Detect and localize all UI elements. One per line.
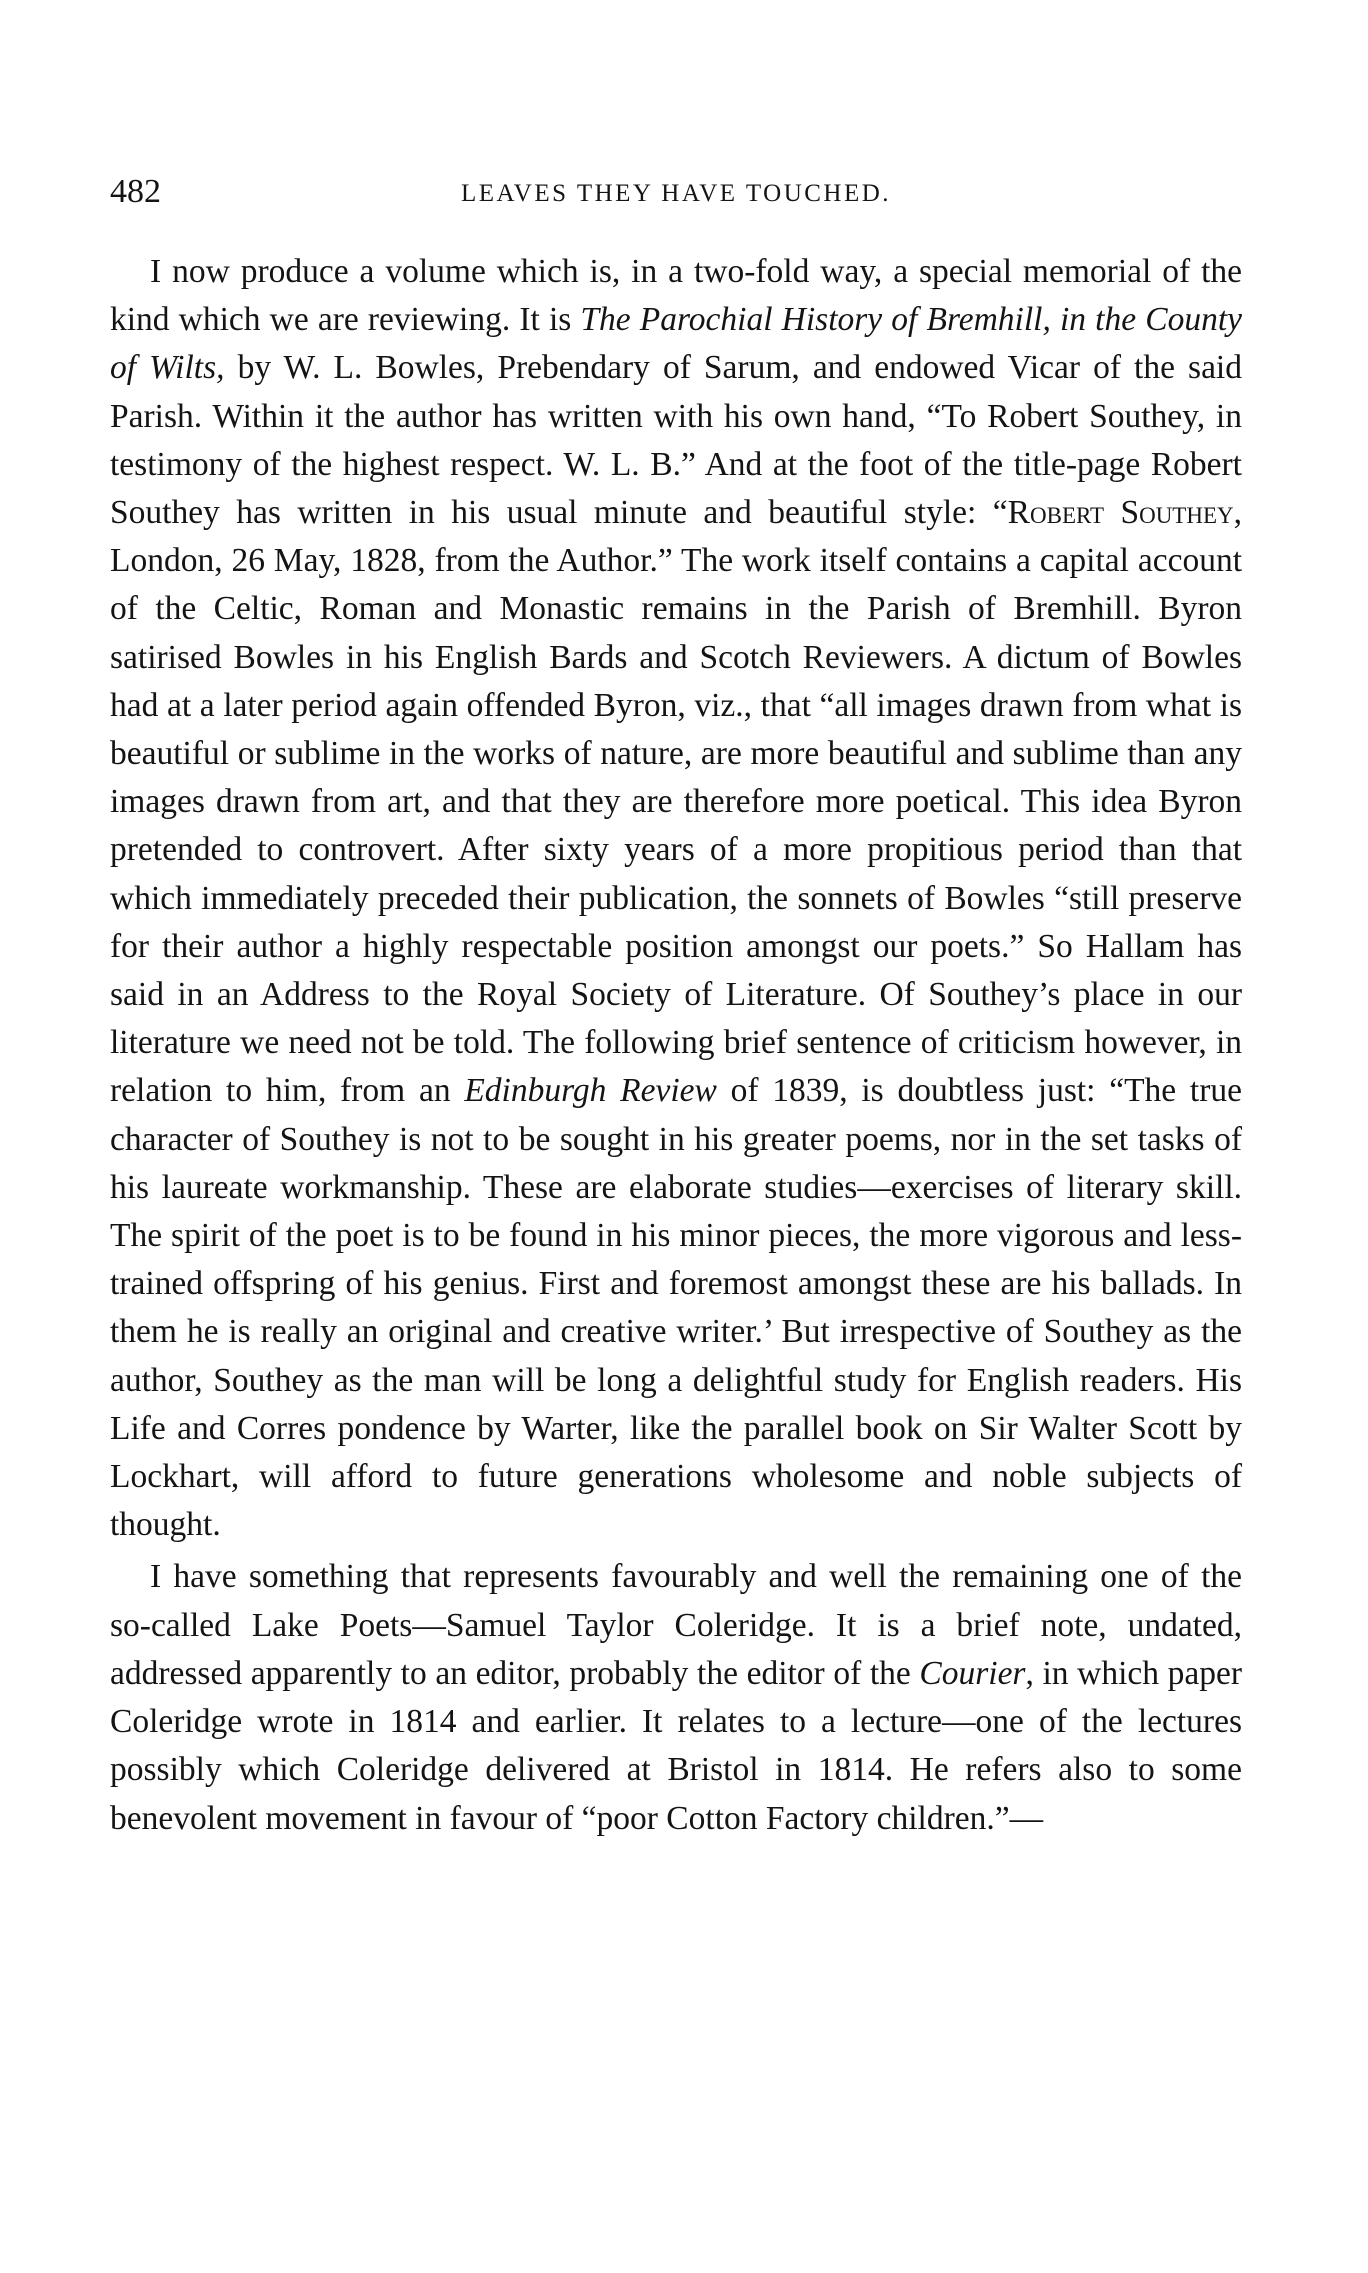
text-run: , in which paper Coleridge wrote in 1814 and earlier. It relates to a lecture—one of the lectures possibly which Coleridge delivered at Bristol in 1814. He refers also to some benevolent movement in favour of “poor Cotton Factory children.”— (110, 1654, 1243, 1837)
text-run: , London, 26 May, 1828, from the Author.” The work itself contains a capital account of the Celtic, Roman and Monastic remains in the Parish of Bremhill. Byron satirised Bowles in his English Bards and Scotch Reviewers. A dictum of Bowles had at a later period again offended Byron, viz., that “all images drawn from what is beautiful or sublime in the works of nature, are more beautiful and sublime than any images drawn from art, and that they are therefore more poetical. This idea Byron pretended to controvert. After sixty years of a more propitious period than that which immediately preceded their publication, the sonnets of Bowles “still preserve for their author a highly respectable position amongst our poets.” So Hallam has said in an Address to the Royal Society of Literature. Of Southey’s place in our literature we need not be told. The following brief sentence of criticism however, in relation to him, from an (110, 494, 1243, 1110)
running-head (110, 172, 1242, 212)
italic-text: Edinburgh Review (464, 1072, 717, 1110)
text-run: I have something that represents favourably and well the remaining one of the so-called Lake Poets—Samuel Taylor Coleridge. It is a brief note, undated, addressed apparently to an editor, probably the editor of the (110, 1558, 1242, 1692)
text-run: I now produce a volume which is, in a two-fold way, a special memorial of the kind which we are reviewing. It is (110, 253, 1242, 339)
text-run: of 1839, is doubtless just: “The true character of Southey is not to be sought in his greater poems, nor in the set tasks of his laureate workmanship. These are elaborate studies—exercises of literary skill. The spirit of the poet is to be found in his minor pieces, the more vigorous and less-trained offspring of his genius. First and foremost amongst these are his ballads. In them he is really an original and creative writer.’ But irrespective of Southey as the author, Southey as the man will be long a delightful study for English readers. His Life and Corres pondence by Warter, like the parallel book on Sir Walter Scott by Lockhart, will afford to future generations wholesome and noble subjects of thought. (110, 1072, 1242, 1544)
running-title: LEAVES THEY HAVE TOUCHED. (460, 180, 892, 207)
paragraph (110, 248, 1242, 1549)
paragraph (110, 1553, 1242, 1842)
italic-text: The Parochial History of Bremhill, in the County of Wilts, (110, 301, 1242, 387)
small-caps-text: Robert Southey (1007, 494, 1234, 532)
italic-text: Courier (919, 1654, 1026, 1692)
page-number: 482 (110, 173, 161, 210)
body-text (110, 248, 1242, 1843)
text-run: by W. L. Bowles, Prebendary of Sarum, and endowed Vicar of the said Parish. Within it the author has written with his own hand, “To Robert Southey, in testimony of the highest respect. W. L. B.” And at the foot of the title-page Robert Southey has written in his usual minute and beautiful style: “ (110, 349, 1242, 532)
